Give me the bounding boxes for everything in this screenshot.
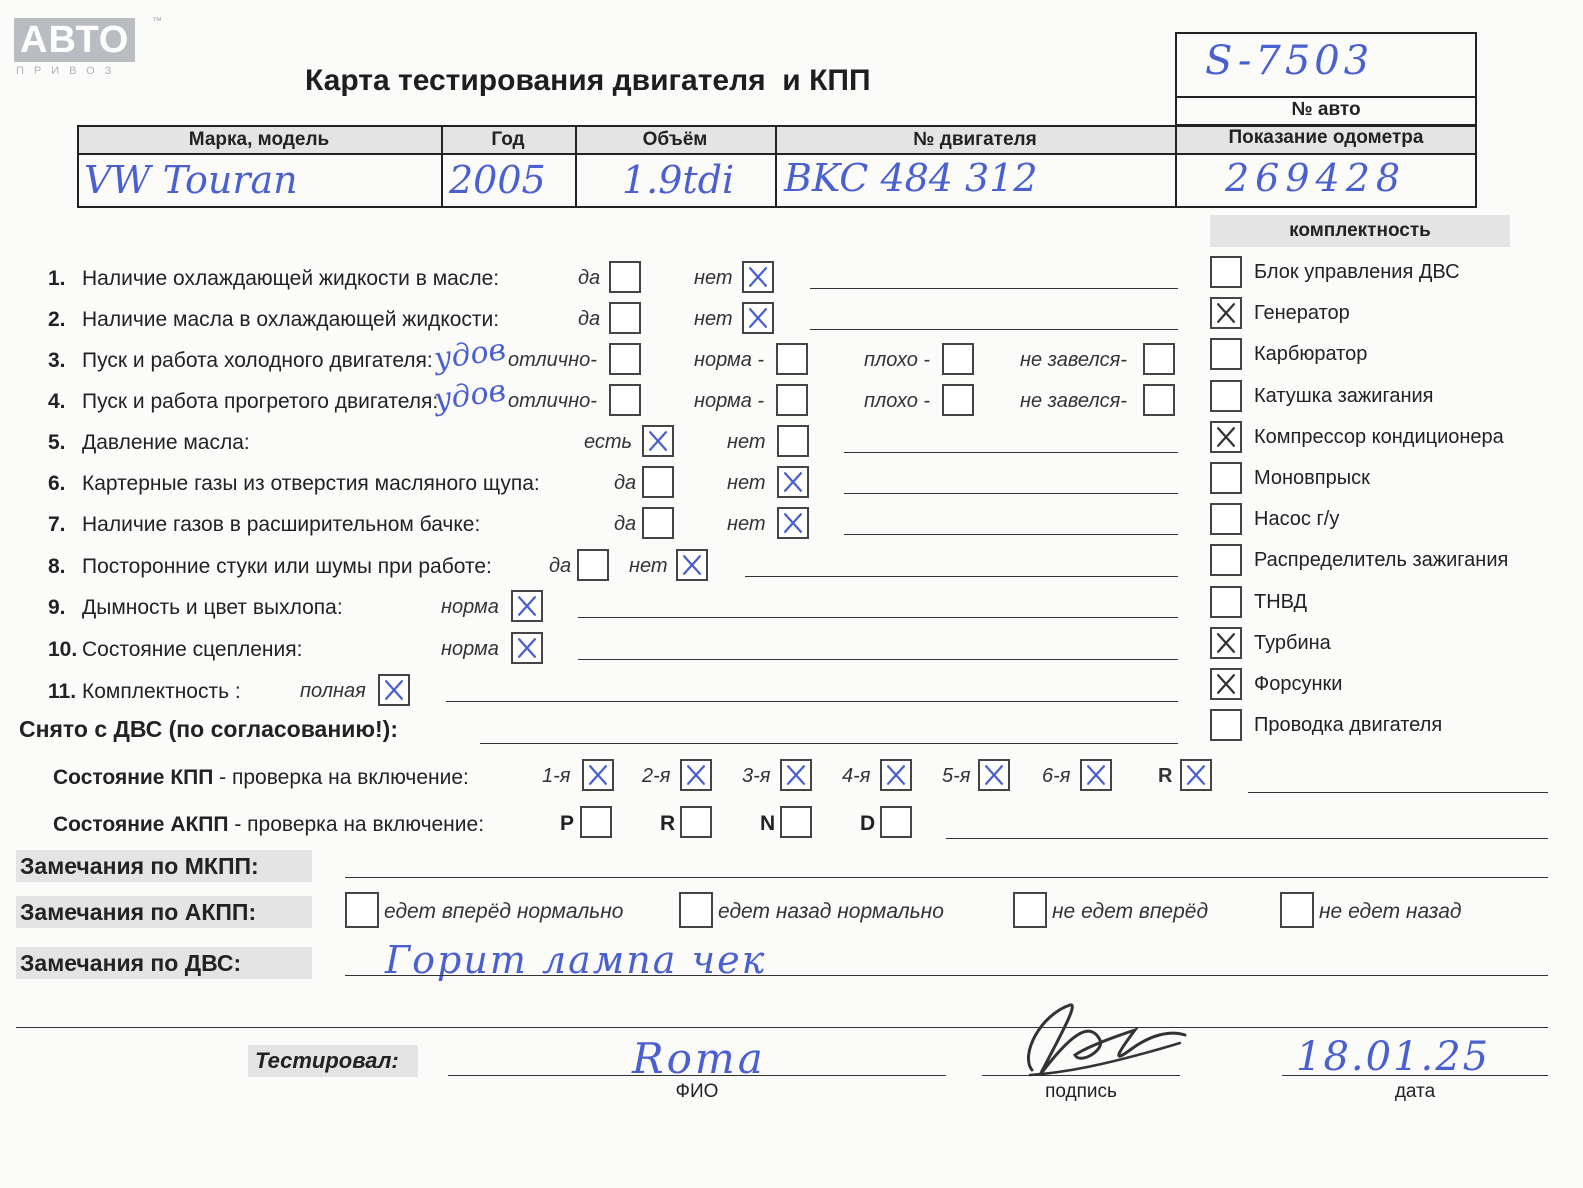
- date-line: [1282, 1075, 1548, 1076]
- option-label: да: [578, 267, 601, 289]
- option-label: нет: [727, 472, 766, 494]
- gear-checkbox[interactable]: [1080, 759, 1112, 791]
- gear-checkbox[interactable]: [680, 759, 712, 791]
- completeness-item-label: Насос г/у: [1254, 508, 1340, 531]
- mkpp-line: [1248, 792, 1548, 793]
- akpp-remark-checkbox[interactable]: [1013, 892, 1047, 928]
- option-checkbox[interactable]: [642, 425, 674, 457]
- mode-checkbox[interactable]: [880, 806, 912, 838]
- car-number-value: S-7503: [1205, 38, 1374, 84]
- option-checkbox[interactable]: [777, 507, 809, 539]
- mode-checkbox[interactable]: [580, 806, 612, 838]
- checklist-item-number: 3.: [48, 349, 66, 372]
- dvs-remarks-line: [345, 975, 1548, 976]
- gear-checkbox[interactable]: [880, 759, 912, 791]
- completeness-item-label: Блок управления ДВС: [1254, 261, 1460, 283]
- gear-label: 1-я: [542, 765, 571, 787]
- value-engine-number: BKC 484 312: [784, 156, 1038, 200]
- completeness-checkbox[interactable]: [1210, 256, 1242, 288]
- checklist-item-number: 7.: [48, 513, 66, 536]
- option-label: полная: [300, 680, 366, 702]
- option-checkbox[interactable]: [942, 384, 974, 416]
- gear-label: 2-я: [642, 765, 671, 787]
- car-number-label: № авто: [1291, 99, 1361, 120]
- removed-line: [480, 743, 1178, 744]
- checklist-item-label: Наличие масла в охлаждающей жидкости:: [82, 308, 500, 331]
- completeness-item-label: Генератор: [1254, 302, 1350, 325]
- checklist-item-label: Наличие газов в расширительном бачке:: [82, 513, 481, 536]
- logo-trademark: ™: [152, 16, 162, 27]
- checklist-item-number: 6.: [48, 472, 66, 495]
- gear-checkbox[interactable]: [780, 759, 812, 791]
- value-odometer: 269428: [1225, 156, 1407, 200]
- option-checkbox[interactable]: [776, 343, 808, 375]
- akpp-remark-label: не едет назад: [1319, 900, 1462, 923]
- completeness-checkbox[interactable]: [1210, 544, 1242, 576]
- option-label: да: [549, 555, 572, 577]
- gear-checkbox[interactable]: [582, 759, 614, 791]
- gear-checkbox[interactable]: [1180, 759, 1212, 791]
- checklist-item-label: Давление масла:: [82, 431, 250, 454]
- completeness-checkbox[interactable]: [1210, 668, 1242, 700]
- option-label: да: [614, 513, 637, 535]
- gear-label: 3-я: [742, 765, 771, 787]
- option-checkbox[interactable]: [777, 466, 809, 498]
- header-make-model: Марка, модель: [188, 129, 330, 150]
- gear-label: R: [1158, 765, 1173, 787]
- option-label: нет: [727, 513, 766, 535]
- option-label: норма -: [694, 349, 765, 371]
- option-checkbox[interactable]: [511, 590, 543, 622]
- value-volume: 1.9tdi: [622, 158, 735, 202]
- option-checkbox[interactable]: [511, 632, 543, 664]
- checklist-item-number: 11.: [48, 680, 77, 703]
- completeness-title: комплектность: [1289, 220, 1431, 241]
- completeness-item-label: Моновпрыск: [1254, 467, 1370, 489]
- signature-caption: подпись: [1045, 1081, 1117, 1102]
- option-label: не завелся-: [1020, 390, 1127, 412]
- checklist-item-label: Пуск и работа прогретого двигателя:: [82, 390, 439, 413]
- completeness-item-label: Турбина: [1254, 631, 1331, 654]
- completeness-checkbox[interactable]: [1210, 627, 1242, 659]
- completeness-checkbox[interactable]: [1210, 462, 1242, 494]
- value-year: 2005: [449, 158, 546, 202]
- mode-label: R: [660, 812, 676, 835]
- option-label: не завелся-: [1020, 349, 1127, 371]
- mode-checkbox[interactable]: [680, 806, 712, 838]
- answer-line: [810, 288, 1178, 289]
- header-year: Год: [491, 129, 525, 150]
- logo: [14, 16, 162, 80]
- option-label: плохо -: [864, 390, 931, 412]
- answer-line: [446, 701, 1178, 702]
- option-checkbox[interactable]: [1143, 384, 1175, 416]
- option-checkbox[interactable]: [777, 425, 809, 457]
- completeness-item-label: Карбюратор: [1254, 343, 1368, 366]
- option-checkbox[interactable]: [742, 261, 774, 293]
- checklist-item-label: Картерные газы из отверстия масляного щупа:: [82, 472, 540, 495]
- checklist-item-number: 2.: [48, 308, 66, 331]
- checklist-item-number: 10.: [48, 638, 78, 661]
- akpp-remarks-label: Замечания по АКПП:: [20, 899, 257, 925]
- completeness-item-label: Распределитель зажигания: [1254, 549, 1509, 572]
- completeness-item-label: Катушка зажигания: [1254, 384, 1434, 407]
- test-date: 18.01.25: [1296, 1034, 1491, 1080]
- option-label: да: [578, 308, 601, 330]
- option-checkbox[interactable]: [642, 507, 674, 539]
- completeness-checkbox[interactable]: [1210, 586, 1242, 618]
- checklist-item-number: 1.: [48, 267, 66, 290]
- checklist-item-number: 4.: [48, 390, 66, 413]
- answer-line: [844, 534, 1178, 535]
- akpp-remark-checkbox[interactable]: [345, 892, 379, 928]
- checklist-item-label: Состояние сцепления:: [82, 638, 303, 661]
- completeness-checkbox[interactable]: [1210, 421, 1242, 453]
- page-title: Карта тестирования двигателя и КПП: [305, 64, 871, 97]
- completeness-checkbox[interactable]: [1210, 709, 1242, 741]
- answer-line: [578, 659, 1178, 660]
- akpp-label: Состояние АКПП - проверка на включение:: [53, 813, 485, 836]
- header-odometer: Показание одометра: [1228, 127, 1424, 148]
- signature-line: [982, 1075, 1180, 1076]
- header-volume: Объём: [642, 129, 708, 150]
- completeness-checkbox[interactable]: [1210, 503, 1242, 535]
- option-label: да: [614, 472, 637, 494]
- dvs-remarks-note: Горит лампа чек: [385, 938, 767, 982]
- checklist-item-label: Посторонние стуки или шумы при работе:: [82, 555, 492, 578]
- option-checkbox[interactable]: [742, 302, 774, 334]
- option-checkbox[interactable]: [609, 261, 641, 293]
- option-checkbox[interactable]: [942, 343, 974, 375]
- completeness-checkbox[interactable]: [1210, 297, 1242, 329]
- option-label: норма -: [694, 390, 765, 412]
- option-checkbox[interactable]: [609, 343, 641, 375]
- mode-label: P: [560, 812, 575, 835]
- name-caption: ФИО: [675, 1081, 719, 1102]
- option-label: отлично-: [508, 349, 597, 371]
- checklist-item-number: 9.: [48, 596, 66, 619]
- removed-label: Снято с ДВС (по согласованию!):: [19, 716, 398, 742]
- completeness-item-label: Проводка двигателя: [1254, 714, 1443, 737]
- gear-label: 6-я: [1042, 765, 1071, 787]
- gear-label: 4-я: [842, 765, 871, 787]
- option-checkbox[interactable]: [1143, 343, 1175, 375]
- option-label: нет: [629, 555, 668, 577]
- completeness-checkbox[interactable]: [1210, 380, 1242, 412]
- mode-label: N: [760, 812, 776, 835]
- tested-label: Тестировал:: [255, 1048, 399, 1073]
- header-engine-number: № двигателя: [913, 129, 1037, 150]
- value-make-model: VW Touran: [84, 158, 298, 202]
- option-checkbox[interactable]: [676, 549, 708, 581]
- answer-line: [844, 493, 1178, 494]
- mode-checkbox[interactable]: [780, 806, 812, 838]
- completeness-item-label: ТНВД: [1254, 590, 1308, 613]
- mkpp-remarks-line: [345, 877, 1548, 878]
- answer-line: [745, 576, 1178, 577]
- akpp-remark-label: едет вперёд нормально: [384, 900, 624, 923]
- akpp-remark-label: едет назад нормально: [718, 900, 944, 923]
- option-label: нет: [727, 431, 766, 453]
- akpp-remark-label: не едет вперёд: [1052, 900, 1209, 923]
- option-label: нет: [694, 308, 733, 330]
- logo-subtext: ПРИВОЗ: [16, 65, 122, 77]
- option-checkbox[interactable]: [776, 384, 808, 416]
- checklist-item-number: 5.: [48, 431, 66, 454]
- mkpp-label: Состояние КПП - проверка на включение:: [53, 766, 469, 789]
- checklist-item-label: Дымность и цвет выхлопа:: [82, 596, 343, 619]
- mkpp-remarks-label: Замечания по МКПП:: [20, 853, 259, 879]
- dvs-remarks-line-2: [16, 1027, 1548, 1028]
- option-checkbox[interactable]: [642, 466, 674, 498]
- date-caption: дата: [1394, 1081, 1436, 1102]
- checklist-item-number: 8.: [48, 555, 66, 578]
- tester-name: Roma: [632, 1034, 766, 1083]
- gear-label: 5-я: [942, 765, 971, 787]
- option-label: плохо -: [864, 349, 931, 371]
- answer-line: [578, 617, 1178, 618]
- option-label: норма: [441, 596, 499, 618]
- option-checkbox[interactable]: [609, 384, 641, 416]
- option-label: нет: [694, 267, 733, 289]
- logo-text: АВТО: [14, 18, 135, 62]
- akpp-remark-checkbox[interactable]: [1280, 892, 1314, 928]
- completeness-checkbox[interactable]: [1210, 338, 1242, 370]
- mode-label: D: [860, 812, 876, 835]
- answer-line: [844, 452, 1178, 453]
- gear-checkbox[interactable]: [978, 759, 1010, 791]
- option-checkbox[interactable]: [577, 549, 609, 581]
- akpp-remark-checkbox[interactable]: [679, 892, 713, 928]
- checklist-item-note: удов: [431, 373, 509, 418]
- akpp-line: [946, 838, 1548, 839]
- option-checkbox[interactable]: [609, 302, 641, 334]
- option-label: есть: [584, 431, 633, 453]
- option-checkbox[interactable]: [378, 674, 410, 706]
- completeness-item-label: Компрессор кондиционера: [1254, 425, 1504, 448]
- checklist-item-label: Комплектность :: [82, 680, 241, 703]
- option-label: отлично-: [508, 390, 597, 412]
- checklist-item-note: удов: [431, 332, 509, 377]
- completeness-item-label: Форсунки: [1254, 673, 1343, 695]
- option-label: норма: [441, 638, 499, 660]
- dvs-remarks-label: Замечания по ДВС:: [20, 950, 242, 976]
- checklist-item-label: Наличие охлаждающей жидкости в масле:: [82, 267, 500, 290]
- answer-line: [810, 329, 1178, 330]
- name-line: [448, 1075, 946, 1076]
- checklist-item-label: Пуск и работа холодного двигателя:: [82, 349, 433, 372]
